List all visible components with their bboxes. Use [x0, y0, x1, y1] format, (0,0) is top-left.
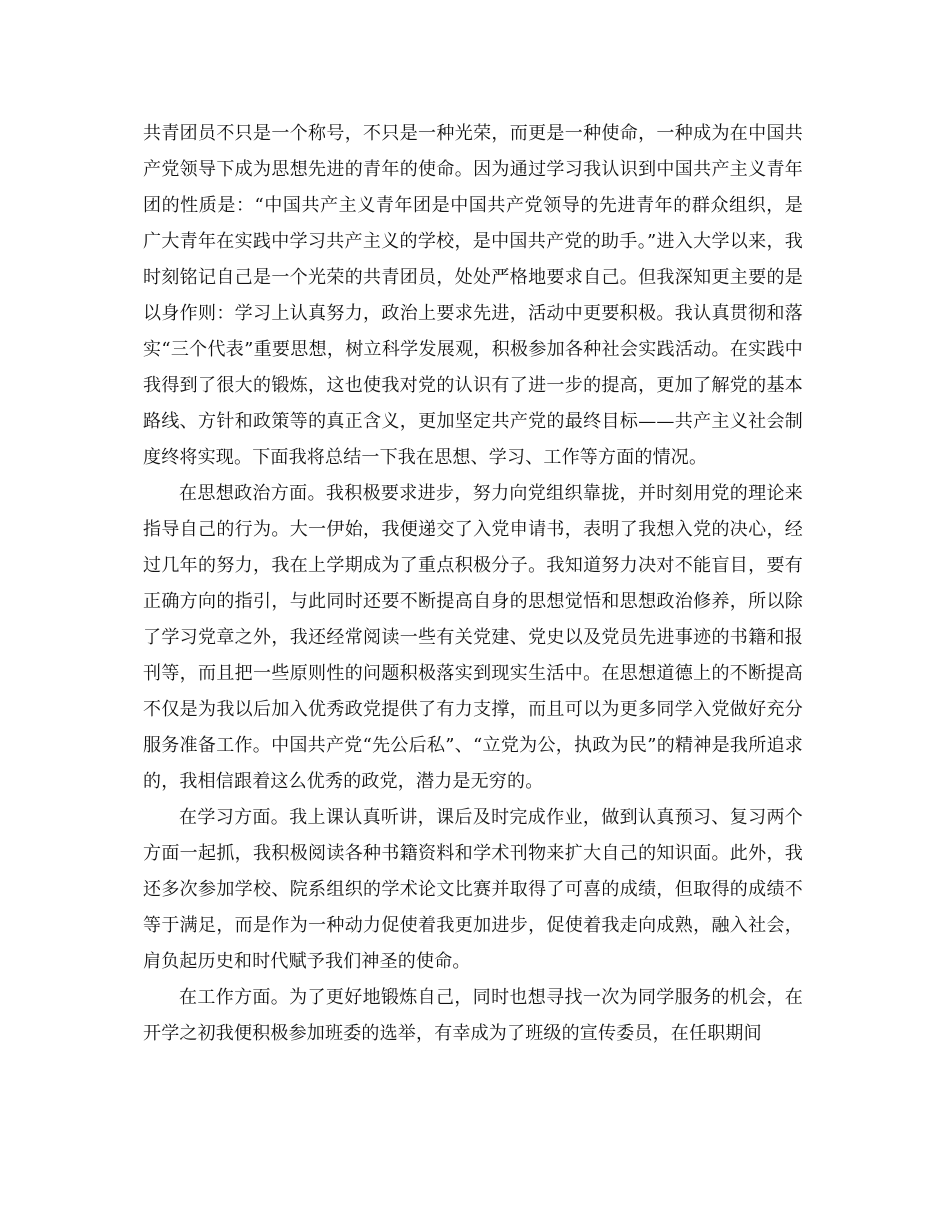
document-body — [143, 116, 803, 1052]
paragraph-ideology: 在思想政治方面。我积极要求进步，努力向党组织靠拢，并时刻用党的理论来指导自己的行为。大一伊始，我便递交了入党申请书，表明了我想入党的决心，经过几年的努力，我在上学期成为了重点积极分子。我知道努力决对不能盲目，要有正确方向的指引，与此同时还要不断提高自身的思想觉悟和思想政治修养，所以除了学习党章之外，我还经常阅读一些有关党建、党史以及党员先进事迹的书籍和报刊等，而且把一些原则性的问题积极落实到现实生活中。在思想道德上的不断提高不仅是为我以后加入优秀政党提供了有力支撑，而且可以为更多同学入党做好充分服务准备工作。中国共产党“先公后私”、“立党为公，执政为民”的精神是我所追求的，我相信跟着这么优秀的政党，潜力是无穷的。 — [143, 483, 803, 792]
paragraph-study: 在学习方面。我上课认真听讲，课后及时完成作业，做到认真预习、复习两个方面一起抓，我积极阅读各种书籍资料和学术刊物来扩大自己的知识面。此外，我还多次参加学校、院系组织的学术论文比赛并取得了可喜的成绩，但取得的成绩不等于满足，而是作为一种动力促使着我更加进步，促使着我走向成熟，融入社会，肩负起历史和时代赋予我们神圣的使命。 — [143, 807, 803, 972]
paragraph-intro: 共青团员不只是一个称号，不只是一种光荣，而更是一种使命，一种成为在中国共产党领导下成为思想先进的青年的使命。因为通过学习我认识到中国共产主义青年团的性质是：“中国共产主义青年团是中国共产党领导的先进青年的群众组织，是广大青年在实践中学习共产主义的学校，是中国共产党的助手。”进入大学以来，我时刻铭记自己是一个光荣的共青团员，处处严格地要求自己。但我深知更主要的是以身作则：学习上认真努力，政治上要求先进，活动中更要积极。我认真贯彻和落实“三个代表”重要思想，树立科学发展观，积极参加各种社会实践活动。在实践中我得到了很大的锻炼，这也使我对党的认识有了进一步的提高，更加了解党的基本路线、方针和政策等的真正含义，更加坚定共产党的最终目标——共产主义社会制度终将实现。下面我将总结一下我在思想、学习、工作等方面的情况。 — [143, 123, 803, 468]
paragraph-work: 在工作方面。为了更好地锻炼自己，同时也想寻找一次为同学服务的机会，在开学之初我便积极参加班委的选举，有幸成为了班级的宣传委员，在任职期间 — [143, 987, 803, 1044]
